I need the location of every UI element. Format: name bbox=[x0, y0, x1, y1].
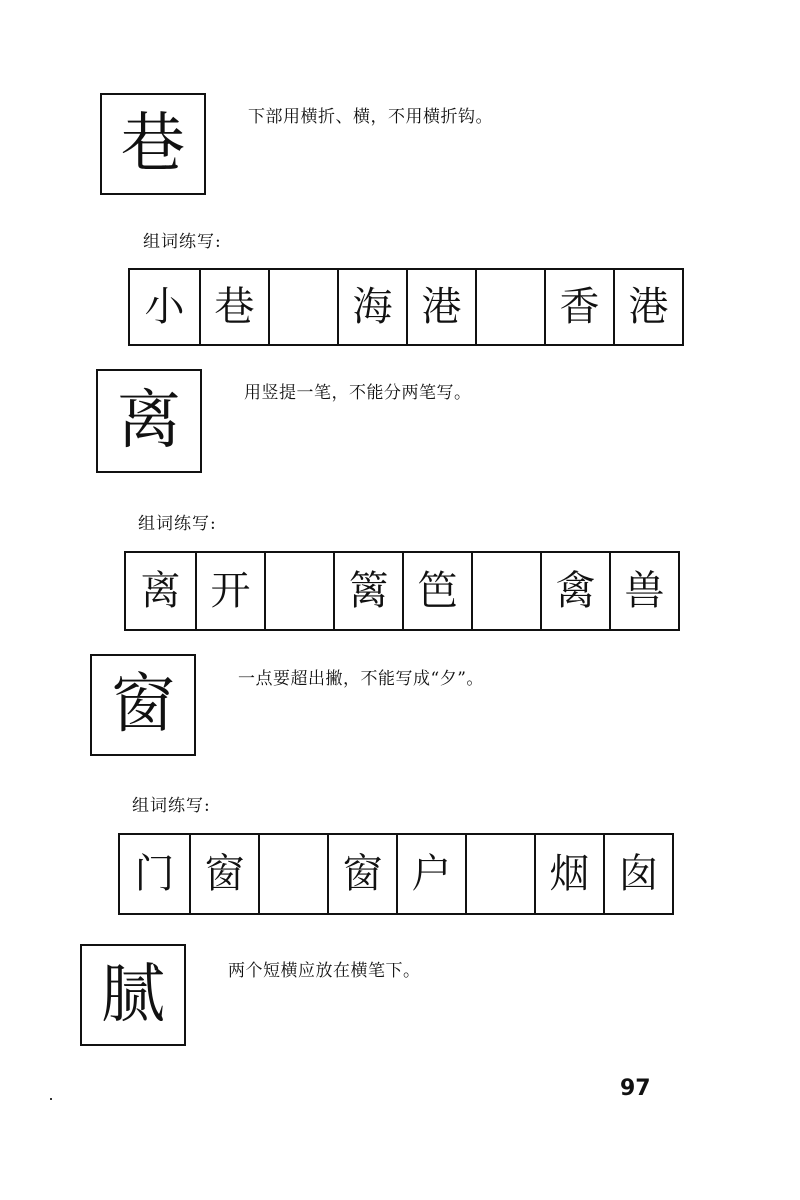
example-char: 巷 bbox=[121, 107, 185, 181]
stroke-note-3: 一点要超出撇，不能写成“夕”。 bbox=[238, 669, 484, 689]
example-char: 离 bbox=[117, 384, 181, 458]
example-char: 窗 bbox=[111, 668, 175, 742]
practice-cell: 囱 bbox=[603, 835, 672, 913]
scan-speck bbox=[50, 1098, 52, 1100]
example-char-box-2 bbox=[96, 369, 202, 473]
practice-grid-1 bbox=[128, 268, 684, 346]
stroke-note-4: 两个短横应放在横笔下。 bbox=[228, 961, 421, 981]
practice-cell: 香 bbox=[544, 270, 613, 344]
practice-cell: 巷 bbox=[199, 270, 268, 344]
example-char-box-3 bbox=[90, 654, 196, 756]
practice-cell bbox=[268, 270, 337, 344]
practice-cell: 窗 bbox=[327, 835, 396, 913]
practice-cell: 篱 bbox=[333, 553, 402, 629]
practice-cell: 港 bbox=[613, 270, 682, 344]
practice-cell: 窗 bbox=[189, 835, 258, 913]
practice-cell: 烟 bbox=[534, 835, 603, 913]
practice-grid-2 bbox=[124, 551, 680, 631]
practice-cell: 小 bbox=[144, 284, 185, 330]
practice-cell: 离 bbox=[140, 568, 181, 614]
practice-cell: 门 bbox=[134, 851, 175, 897]
stroke-note-2: 用竖提一笔，不能分两笔写。 bbox=[244, 383, 472, 403]
practice-cell: 开 bbox=[195, 553, 264, 629]
example-char: 腻 bbox=[101, 958, 165, 1032]
practice-cell: 禽 bbox=[540, 553, 609, 629]
practice-label-1: 组词练写: bbox=[143, 232, 222, 252]
example-char-box-1 bbox=[100, 93, 206, 195]
practice-label-2: 组词练写: bbox=[138, 514, 217, 534]
practice-grid-3 bbox=[118, 833, 674, 915]
practice-cell: 港 bbox=[406, 270, 475, 344]
practice-cell: 海 bbox=[337, 270, 406, 344]
page-number: 97 bbox=[620, 1076, 651, 1101]
practice-cell bbox=[264, 553, 333, 629]
stroke-note-1: 下部用横折、横，不用横折钩。 bbox=[248, 107, 493, 127]
practice-cell: 笆 bbox=[402, 553, 471, 629]
practice-cell: 兽 bbox=[609, 553, 678, 629]
practice-cell: 户 bbox=[396, 835, 465, 913]
practice-label-3: 组词练写: bbox=[132, 796, 211, 816]
example-char-box-4 bbox=[80, 944, 186, 1046]
practice-cell bbox=[258, 835, 327, 913]
practice-cell bbox=[465, 835, 534, 913]
practice-cell bbox=[475, 270, 544, 344]
practice-cell bbox=[471, 553, 540, 629]
